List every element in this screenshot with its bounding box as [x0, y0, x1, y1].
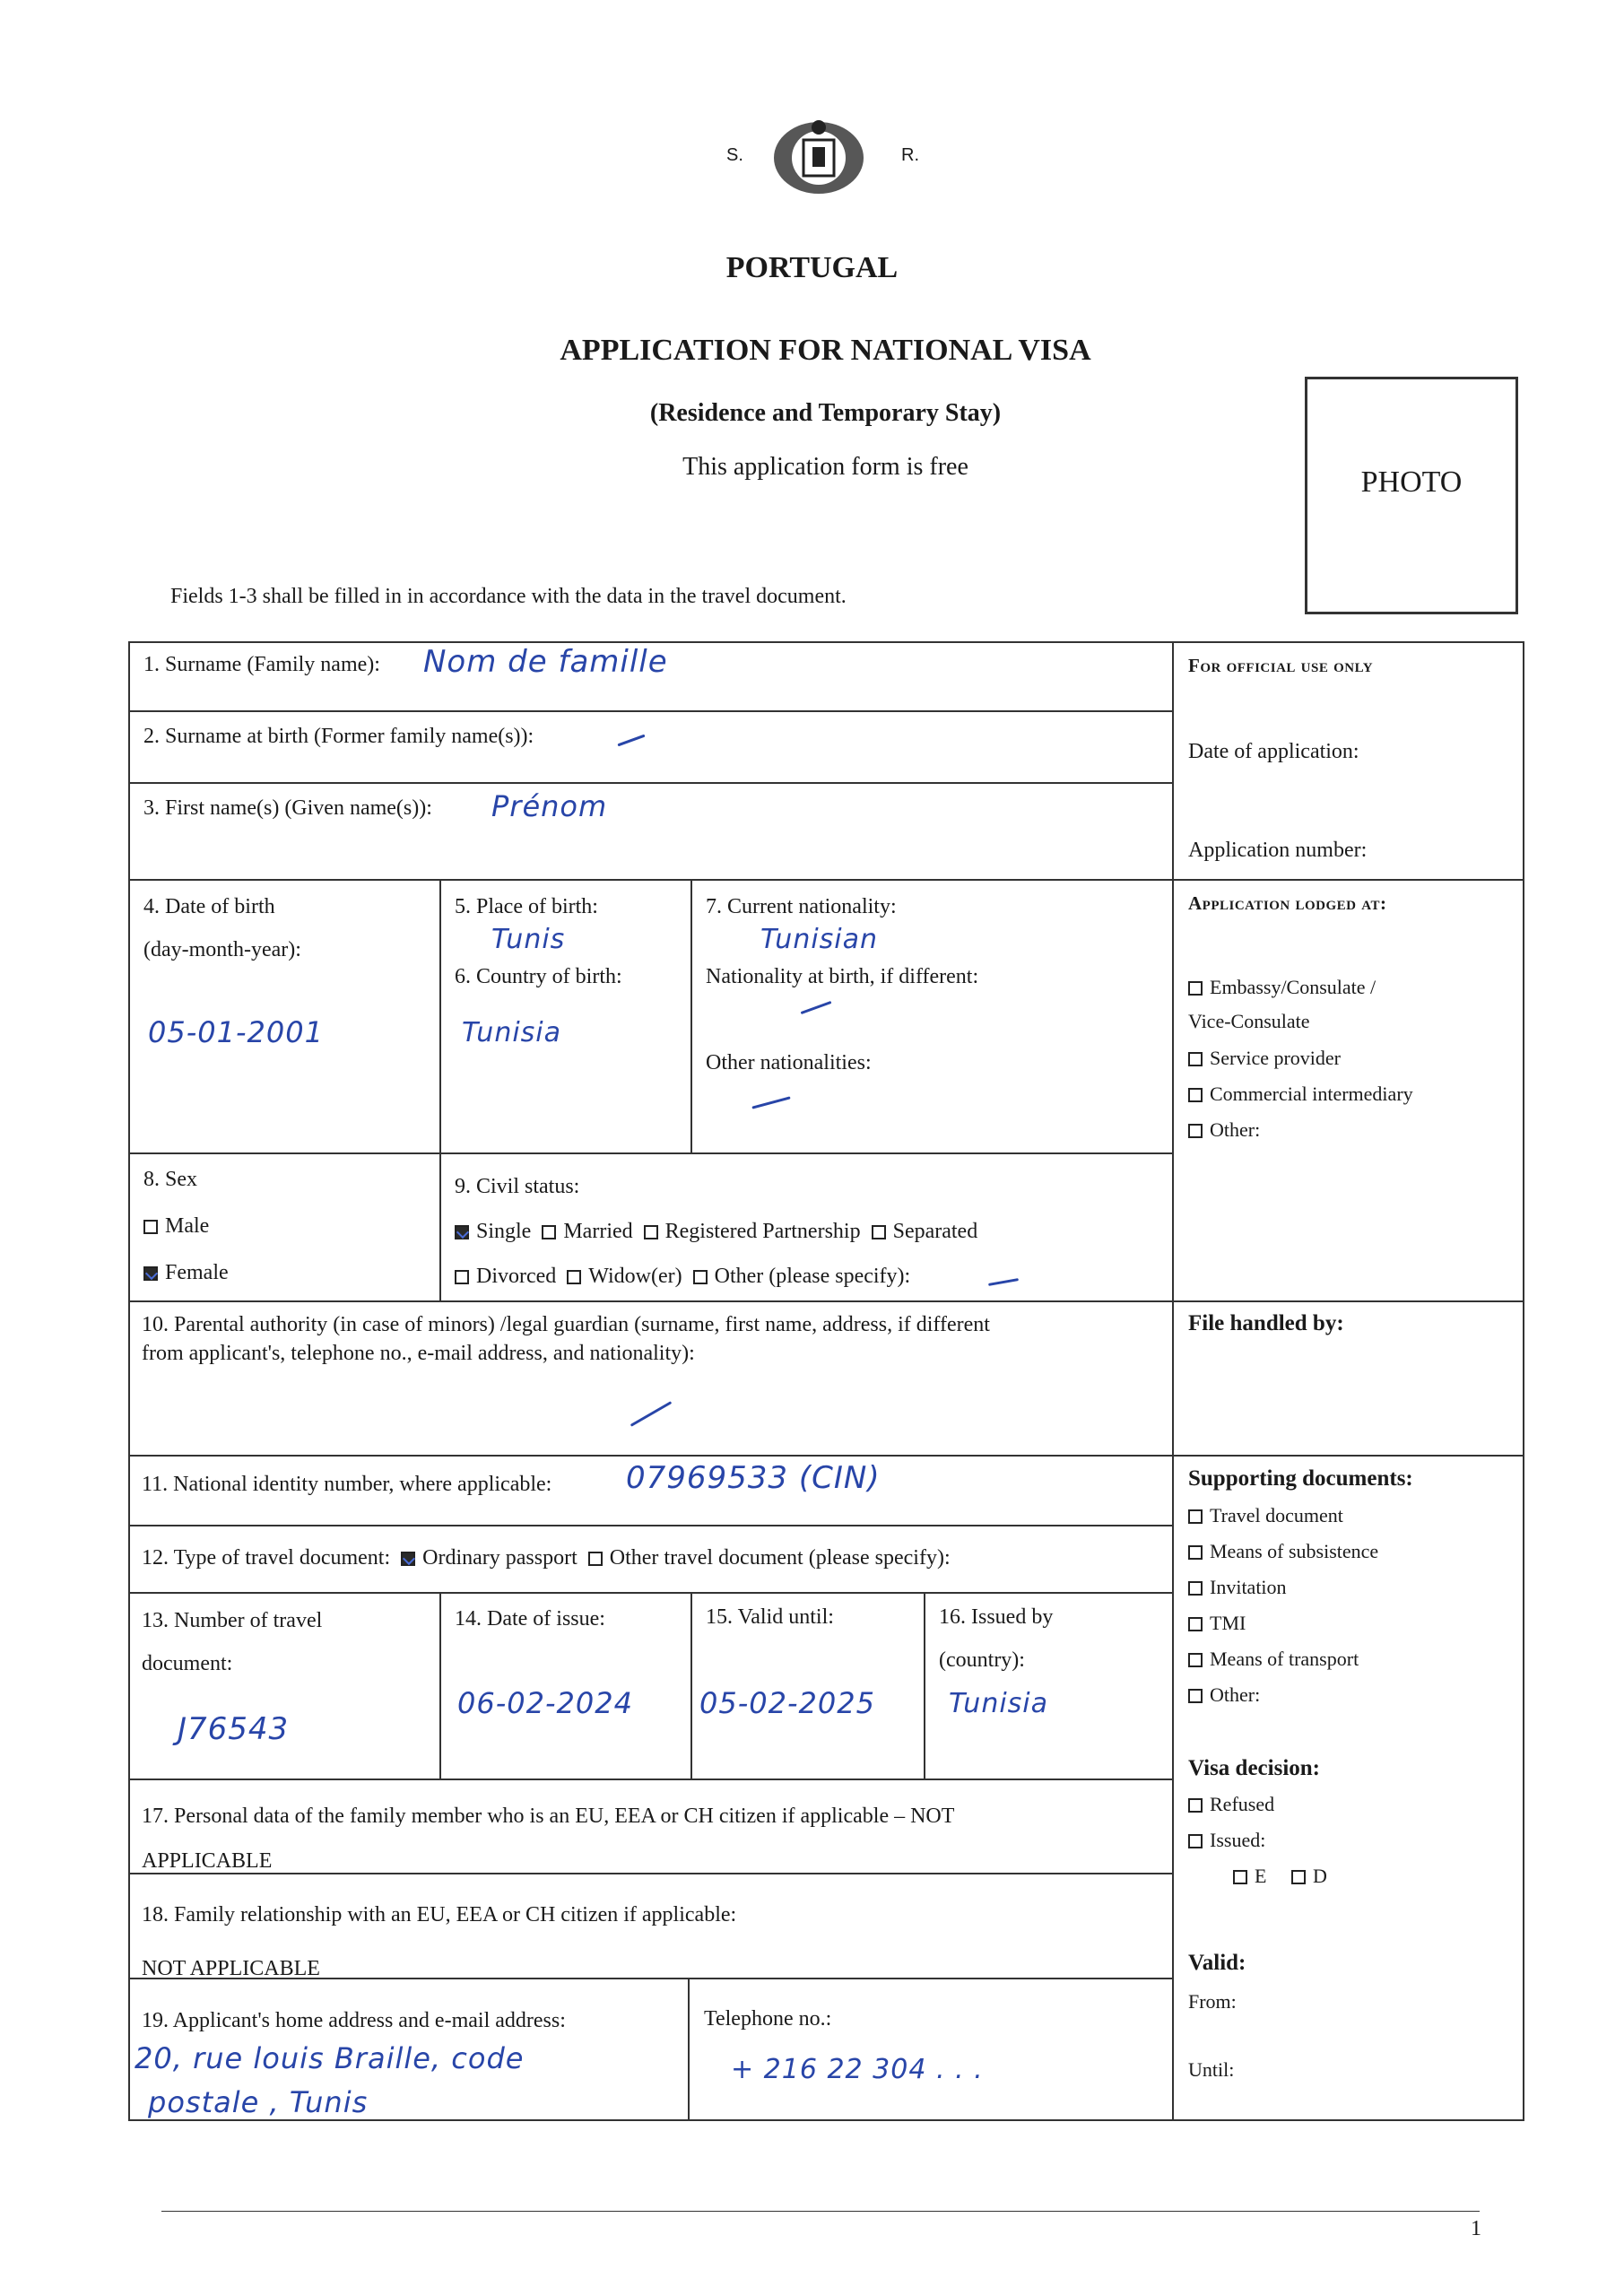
civil-status-label: 9. Civil status: [455, 1175, 580, 1198]
male-checkbox[interactable] [143, 1220, 158, 1234]
application-lodged-heading: Application lodged at: [1188, 892, 1387, 914]
other-travel-doc-checkbox[interactable] [588, 1552, 603, 1566]
sup-means-checkbox[interactable] [1188, 1545, 1203, 1560]
application-number-label: Application number: [1188, 839, 1368, 862]
sup-travel-checkbox[interactable] [1188, 1509, 1203, 1524]
lodged-other-option[interactable]: Other: [1188, 1112, 1260, 1148]
registered-partnership-checkbox[interactable] [644, 1225, 658, 1239]
sex-label: 8. Sex [143, 1168, 197, 1191]
sup-transport-option[interactable]: Means of transport [1188, 1641, 1378, 1677]
parental-authority-label-b: from applicant's, telephone no., e-mail address, and nationality): [142, 1342, 695, 1365]
visa-decision-heading: Visa decision: [1188, 1756, 1320, 1780]
separated-checkbox[interactable] [872, 1225, 886, 1239]
place-of-birth-value[interactable]: Tunis [491, 924, 566, 955]
ordinary-passport-checkbox[interactable] [401, 1552, 415, 1566]
lodged-embassy-option[interactable]: Embassy/Consulate / Vice-Consulate [1188, 976, 1376, 1032]
lodged-service-option[interactable]: Service provider [1188, 1040, 1341, 1076]
sex-female-option[interactable]: Female [143, 1259, 229, 1286]
file-handled-label: File handled by: [1188, 1311, 1344, 1335]
photo-label: PHOTO [1360, 465, 1463, 499]
issued-by-label-b: (country): [939, 1648, 1025, 1672]
form-title: APPLICATION FOR NATIONAL VISA [560, 334, 1091, 367]
date-of-issue-label: 14. Date of issue: [455, 1607, 605, 1631]
first-name-value[interactable]: Prénom [491, 789, 608, 823]
sup-other-option[interactable]: Other: [1188, 1677, 1378, 1713]
home-address-value-b[interactable]: postale , Tunis [148, 2085, 369, 2119]
home-address-label: 19. Applicant's home address and e-mail address: [142, 2009, 566, 2032]
surname-at-birth-label: 2. Surname at birth (Former family name(s)): [143, 725, 534, 748]
home-address-value-a[interactable]: 20, rue louis Braille, code [135, 2041, 525, 2075]
header-letter-r: R. [901, 145, 919, 165]
embassy-checkbox[interactable] [1188, 981, 1203, 996]
travel-doc-number-label-b: document: [142, 1652, 233, 1675]
date-of-issue-value[interactable]: 06-02-2024 [457, 1686, 633, 1720]
visa-refused-option[interactable]: Refused [1188, 1787, 1327, 1822]
travel-doc-number-label-a: 13. Number of travel [142, 1609, 323, 1632]
page-number: 1 [1471, 2217, 1481, 2240]
surname-label: 1. Surname (Family name): [143, 653, 380, 676]
official-use-heading: For official use only [1188, 655, 1374, 676]
sup-tmi-checkbox[interactable] [1188, 1617, 1203, 1631]
dob-label-b: (day-month-year): [143, 938, 301, 961]
sup-other-checkbox[interactable] [1188, 1689, 1203, 1703]
date-of-application-label: Date of application: [1188, 740, 1359, 763]
place-of-birth-label: 5. Place of birth: [455, 895, 598, 918]
issued-by-label-a: 16. Issued by [939, 1605, 1054, 1629]
first-name-label: 3. First name(s) (Given name(s)): [143, 796, 432, 820]
photo-box [1305, 377, 1518, 614]
female-checkbox[interactable] [143, 1266, 158, 1281]
nationality-label: 7. Current nationality: [706, 895, 897, 918]
nationality-value[interactable]: Tunisian [760, 924, 879, 955]
free-note: This application form is free [682, 453, 968, 481]
footer-rule [161, 2211, 1480, 2212]
national-id-value[interactable]: 07969533 (CIN) [626, 1460, 881, 1496]
valid-from-label: From: [1188, 1990, 1237, 2013]
divorced-checkbox[interactable] [455, 1270, 469, 1284]
visa-type-row: E D [1188, 1858, 1327, 1894]
country-title: PORTUGAL [725, 251, 899, 284]
sup-means-option[interactable]: Means of subsistence [1188, 1534, 1378, 1570]
sup-transport-checkbox[interactable] [1188, 1653, 1203, 1667]
sup-tmi-option[interactable]: TMI [1188, 1605, 1378, 1641]
sup-invitation-checkbox[interactable] [1188, 1581, 1203, 1596]
issued-by-value[interactable]: Tunisia [949, 1688, 1049, 1719]
dob-value[interactable]: 05-01-2001 [148, 1015, 324, 1049]
valid-until-label: 15. Valid until: [706, 1605, 834, 1629]
travel-doc-type-row: 12. Type of travel document: Ordinary passport Other travel document (please specify): [142, 1546, 951, 1570]
eu-relationship-label: 18. Family relationship with an EU, EEA or CH citizen if applicable: [142, 1903, 737, 1926]
married-checkbox[interactable] [542, 1225, 556, 1239]
lodged-other-checkbox[interactable] [1188, 1124, 1203, 1138]
valid-until-value[interactable]: 05-02-2025 [699, 1686, 875, 1720]
other-nationalities-label: Other nationalities: [706, 1051, 872, 1074]
other-status-checkbox[interactable] [693, 1270, 708, 1284]
widow-checkbox[interactable] [567, 1270, 581, 1284]
sup-invitation-option[interactable]: Invitation [1188, 1570, 1378, 1605]
dob-label-a: 4. Date of birth [143, 895, 275, 918]
surname-value[interactable]: Nom de famille [423, 644, 668, 680]
parental-authority-label-a: 10. Parental authority (in case of minors) /legal guardian (surname, first name, address, if different [142, 1313, 990, 1336]
visa-d-checkbox[interactable] [1291, 1870, 1306, 1884]
national-id-label: 11. National identity number, where applicable: [142, 1473, 552, 1496]
country-of-birth-value[interactable]: Tunisia [462, 1017, 562, 1048]
eu-family-member-label-a: 17. Personal data of the family member who is an EU, EEA or CH citizen if applicable – NOT [142, 1805, 955, 1828]
civil-status-row-1: Single Married Registered Partnership Separated [455, 1218, 977, 1245]
visa-e-checkbox[interactable] [1233, 1870, 1247, 1884]
supporting-docs-list [1188, 1498, 1378, 1713]
telephone-value[interactable]: + 216 22 304 . . . [731, 2054, 984, 2085]
visa-refused-checkbox[interactable] [1188, 1798, 1203, 1813]
visa-decision-list [1188, 1787, 1327, 1894]
travel-doc-number-value[interactable]: J76543 [178, 1711, 290, 1747]
eu-relationship-value: NOT APPLICABLE [142, 1957, 320, 1980]
coat-of-arms-icon [769, 115, 868, 200]
country-of-birth-label: 6. Country of birth: [455, 965, 622, 988]
supporting-documents-heading: Supporting documents: [1188, 1466, 1413, 1491]
visa-issued-checkbox[interactable] [1188, 1834, 1203, 1848]
civil-status-row-2: Divorced Widow(er) Other (please specify): [455, 1263, 910, 1290]
form-subtitle: (Residence and Temporary Stay) [649, 399, 1002, 427]
sex-male-option[interactable]: Male [143, 1213, 209, 1239]
nationality-at-birth-label: Nationality at birth, if different: [706, 965, 979, 988]
valid-until-official-label: Until: [1188, 2058, 1235, 2081]
fields-note: Fields 1-3 shall be filled in in accordance with the data in the travel document. [170, 585, 847, 608]
commercial-intermediary-checkbox[interactable] [1188, 1088, 1203, 1102]
eu-family-member-label-b: APPLICABLE [142, 1849, 273, 1873]
lodged-commercial-option[interactable]: Commercial intermediary [1188, 1076, 1413, 1112]
visa-issued-option[interactable]: Issued: [1188, 1822, 1327, 1858]
header-letter-s: S. [726, 145, 743, 165]
service-provider-checkbox[interactable] [1188, 1052, 1203, 1066]
single-checkbox[interactable] [455, 1225, 469, 1239]
sup-travel-option[interactable]: Travel document [1188, 1498, 1378, 1534]
valid-heading: Valid: [1188, 1951, 1246, 1975]
telephone-label: Telephone no.: [704, 2007, 832, 2031]
